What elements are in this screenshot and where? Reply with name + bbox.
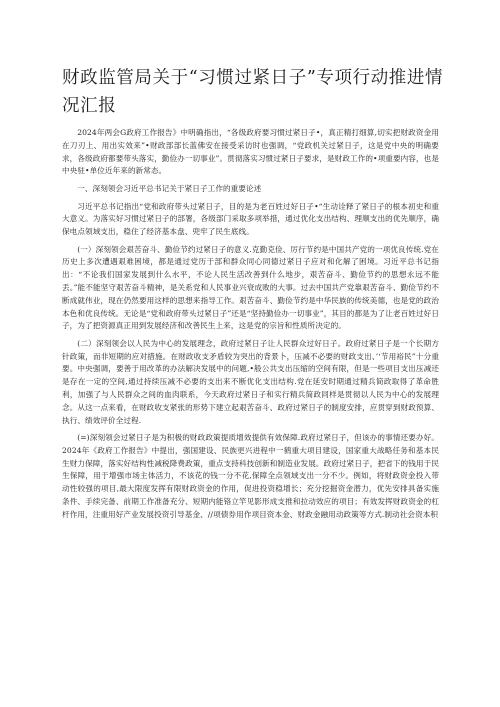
body-paragraph: 习近平总书记指出“党和政府带头过紧日子，目的是为老百姓过好日子•“生动诠释了紧日子的根本初史和重大意义。为落实好习惯过紧日子的部署，各级部门采取多项举措，通过优化支出结构、理顺支出的优先顺序，确保电点领域支出，稳住了经济基本盘、兜牢了民生底线。 xyxy=(62,201,439,237)
body-paragraph: (二）深刻领会以人民为中心的发展理念，政府过紧日子让人民群众过好日子。政府过紧日子是一个长期方针政策，而非短期的应对措施。在财政收支矛盾较为突出的背景卜，压减不必要的财政支出、’‘节用裕民”十分重要。中央强调，要善于用改革的办法解决发展中的问题,•般公共支出压缩的空间有限，但是一些项目支出压减还是存在一定的空间,通过持续压减不必要的支出来不断优化支出结构.党在延安时期通过精兵简政取得了革命胜利，加强了与人民群众之间的血肉联系，今天政府过紧日子和实行精兵简政同样是贯彻以人民为中心的发展理念。从这一点来看，在财政收支紧张的形势下建立起艰苦奋斗、政府过紧日子的制度安排，应贯穿到财政预算、执行、绩效评价全过程. xyxy=(62,338,439,425)
intro-paragraph: 2024年两会G政府工作报告》中明确指出，“各级政府要习惯过紧日子•，真正精打细算,切实把财政资金用在刀刃上、用出实效来”•财政部部长蓝佛安在接受采访时也强调，“党政机关过紧日子，这是党中央的明确要求，各级政府都要带头落实，勤俭办一切事业”。贯彻落实习惯过紧日子要求，是财政工作的•项重要内容，也是中央驻•单位近年来的新常态。 xyxy=(62,128,439,176)
document-title: 财政监管局关于“习惯过紧日子”专项行动推进情况汇报 xyxy=(62,68,444,116)
body-paragraph: (=)深刻领会过紧日子是为积极的财政政策提质增效提供有效保障.政府过紧日子，但该办的事情还要办好。2024年《政府工作报告》中提出，强国建设、民族更兴进程中一鹤重大项目建设，国家重大战略任务和基本民生财力保障，落实好结构性减税降费政策，重点支持科技创新和制造业发展。政府过紧日子，把省下的钱用于民生保障，用于增强市场主体活力，不该花的钱一分不花,保障全点领域支出一分不少。例如，将财政资金投入带动性较强的项目,最大限度发挥有限财政资金的作用，促进投资稳增长；充分挖掘资金潜力，优先安排具备实施条件、手续完备、前期工作准备充分、短期内能铬立竿见影形成支推和拉动效应的项目；有效发挥财政资金的杠杆作用，注重用好产业发展投资引导基金、//项债券用作项目资本金、财政金融用动政策等方式.制动社会资本积 xyxy=(62,432,439,519)
document-body xyxy=(62,127,439,526)
section-heading: 一、深刻领会习近平总书记关于紧日子工作的重要论述 xyxy=(77,183,262,193)
body-paragraph: (一）深刻领会艰苦奋斗、勤俭节约过紧日子的意义.克勤克俭、厉行节约是中国共产党的一项优良传统.党在历史上多次遭遇艰难困境，都是通过党历于部和群众同心同德过紧日子应对和化解了困境。习近平总书记指出：“不论我们国家发展到什么水平，不论人民生活改善到什么地步，艰苦奋斗、勤俭节约的思想永远不能丢。”能不能坚守艰苦奋斗精神，是关系党和人民事业兴衰成败的大事。过去中国共产党靠艰苦奋斗、勤俭节约不断成就伟业，现在仍然要用这样的思想来指导工作。艰苦奋斗、勤俭节约是中华民族的传统美德，也是党的政治本色和优良传统。无论是“党和政府带头过紧日子”还是“坚持勤俭办一切事业”，其目的都是为了让老百姓过好日子，为了把资源真正用到发展经济和改善民生上来，这是党的宗旨和性质所决定的。 xyxy=(62,244,439,331)
